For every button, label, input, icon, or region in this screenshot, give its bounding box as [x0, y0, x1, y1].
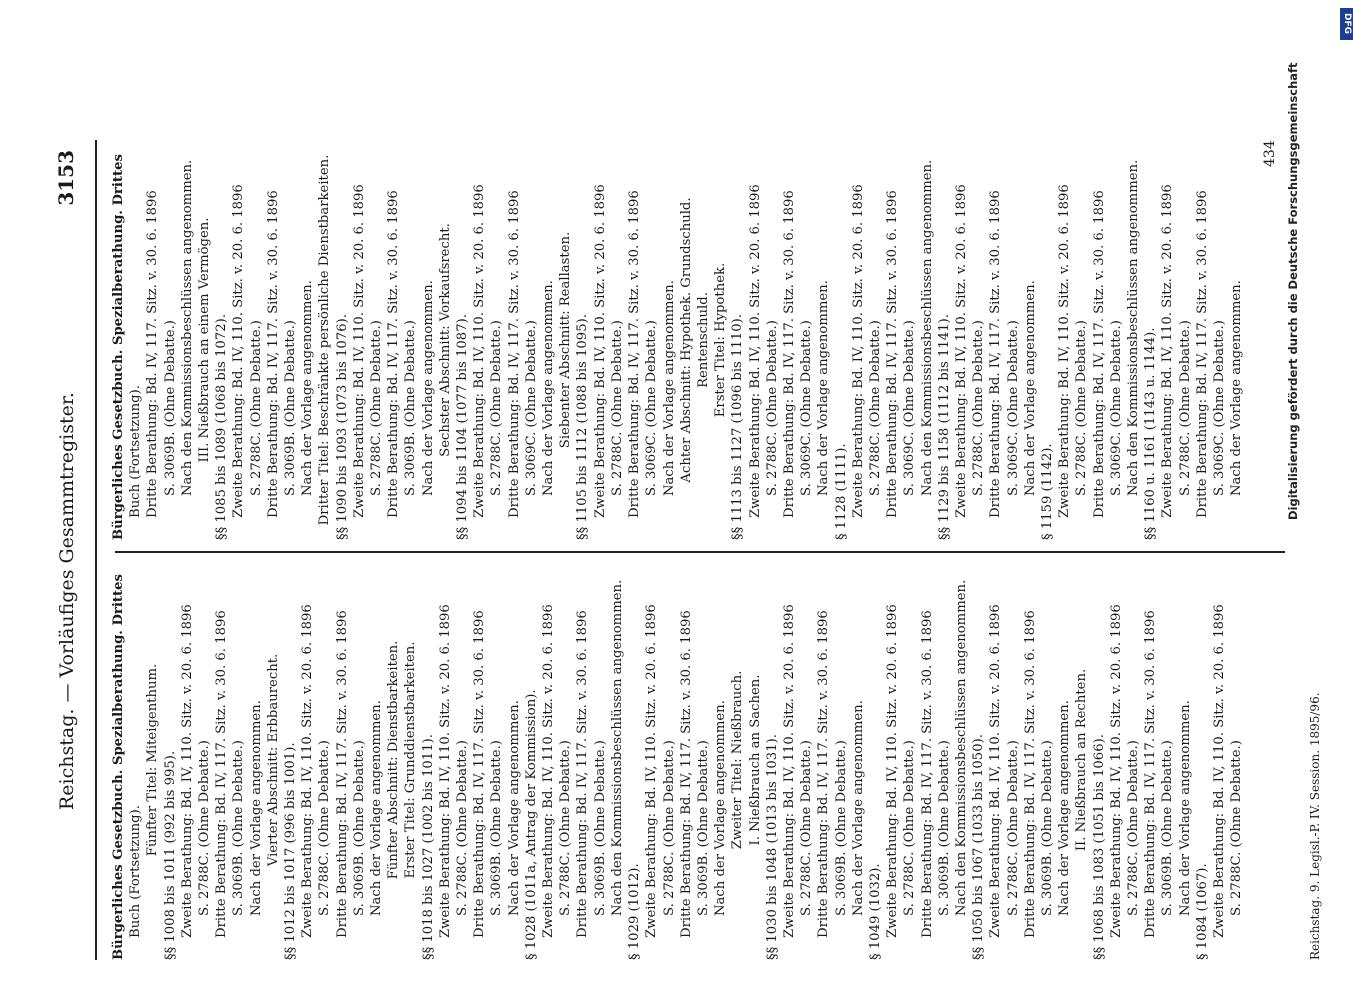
register-line: Dritte Berathung: Bd. IV, 117. Sitz. v. 30. 6. 1896 — [575, 610, 591, 938]
register-line: Nach der Vorlage angenommen. — [816, 280, 832, 496]
register-line: Vierter Abschnitt: Erbbaurecht. — [265, 653, 281, 867]
register-line: §§ 1085 bis 1089 (1068 bis 1072). — [214, 314, 230, 540]
register-line: Zweite Berathung: Bd. IV, 110. Sitz. v. 20. 6. 1896 — [747, 184, 763, 518]
register-line: S. 3069C. (Ohne Debatte.) — [644, 320, 660, 496]
register-line: S. 2788C. (Ohne Debatte.) — [902, 740, 918, 916]
register-line: Dritte Berathung: Bd. IV, 117. Sitz. v. 30. 6. 1896 — [265, 190, 281, 518]
register-line: Zweite Berathung: Bd. IV, 110. Sitz. v. 20. 6. 1896 — [541, 604, 557, 938]
register-line: Nach der Vorlage angenommen. — [420, 280, 436, 496]
register-line: S. 3069B. (Ohne Debatte.) — [695, 740, 711, 916]
register-line: Zweite Berathung: Bd. IV, 110. Sitz. v. 20. 6. 1896 — [953, 184, 969, 518]
register-line: Zweite Berathung: Bd. IV, 110. Sitz. v. 20. 6. 1896 — [231, 184, 247, 518]
register-line: Fünfter Abschnitt: Dienstbarkeiten. — [386, 640, 402, 880]
register-line: S. 3069B. (Ohne Debatte.) — [489, 740, 505, 916]
register-line: Dritte Berathung: Bd. IV, 117. Sitz. v. 30. 6. 1896 — [919, 610, 935, 938]
register-line: §§ 1030 bis 1048 (1013 bis 1031). — [764, 734, 780, 960]
register-line: Dritte Berathung: Bd. IV, 117. Sitz. v. 30. 6. 1896 — [1022, 610, 1038, 938]
running-title: Reichstag. — Vorläufiges Gesammtregister. — [56, 392, 78, 810]
register-line: S. 2788C. (Ohne Debatte.) — [764, 320, 780, 496]
register-line: Dritte Berathung: Bd. IV, 117. Sitz. v. 30. 6. 1896 — [334, 610, 350, 938]
register-line: Zweite Berathung: Bd. IV, 110. Sitz. v. 20. 6. 1896 — [437, 604, 453, 938]
register-line: S. 3069B. (Ohne Debatte.) — [351, 740, 367, 916]
register-line: Nach der Vorlage angenommen. — [248, 700, 264, 916]
register-line: §§ 1105 bis 1112 (1088 bis 1095). — [575, 314, 591, 540]
register-line: Dritte Berathung: Bd. IV, 117. Sitz. v. 30. 6. 1896 — [386, 190, 402, 518]
header-rule — [95, 140, 97, 960]
register-line: Buch (Fortsetzung). — [128, 805, 144, 938]
register-line: §§ 1068 bis 1083 (1051 bis 1066). — [1091, 734, 1107, 960]
register-line: §§ 1090 bis 1093 (1073 bis 1076). — [334, 314, 350, 540]
register-line: Nach den Kommissionsbeschlüssen angenommen. — [179, 159, 195, 496]
register-line: Zweite Berathung: Bd. IV, 110. Sitz. v. 20. 6. 1896 — [1108, 604, 1124, 938]
register-line: S. 2788C. (Ohne Debatte.) — [1177, 320, 1193, 496]
register-line: Dritte Berathung: Bd. IV, 117. Sitz. v. 30. 6. 1896 — [1143, 610, 1159, 938]
register-line: Siebenter Abschnitt: Reallasten. — [558, 231, 574, 449]
register-line: Dritte Berathung: Bd. IV, 117. Sitz. v. 30. 6. 1896 — [627, 190, 643, 518]
register-line: S. 3069B. (Ohne Debatte.) — [1039, 740, 1055, 916]
register-line: S. 3069B. (Ohne Debatte.) — [833, 740, 849, 916]
register-line: Zweite Berathung: Bd. IV, 110. Sitz. v. 20. 6. 1896 — [1212, 604, 1227, 938]
register-line: Zweite Berathung: Bd. IV, 110. Sitz. v. 20. 6. 1896 — [300, 604, 316, 938]
register-line: S. 2788C. (Ohne Debatte.) — [1074, 320, 1090, 496]
register-line: S. 2788C. (Ohne Debatte.) — [1005, 740, 1021, 916]
register-line: Nach der Vorlage angenommen. — [1229, 280, 1245, 496]
register-line: Nach der Vorlage angenommen. — [369, 700, 385, 916]
register-line: Zweite Berathung: Bd. IV, 110. Sitz. v. 20. 6. 1896 — [644, 604, 660, 938]
register-line: Nach der Vorlage angenommen. — [300, 280, 316, 496]
register-line: S. 3069B. (Ohne Debatte.) — [592, 740, 608, 916]
register-line: Nach der Vorlage angenommen. — [1057, 700, 1073, 916]
register-line: S. 3069C. (Ohne Debatte.) — [1108, 320, 1124, 496]
register-line: Zweite Berathung: Bd. IV, 110. Sitz. v. 20. 6. 1896 — [885, 604, 901, 938]
register-line: Achter Abschnitt: Hypothek. Grundschuld. — [678, 197, 694, 483]
register-line: Nach den Kommissionsbeschlüssen angenommen. — [609, 579, 625, 916]
page-header — [50, 140, 90, 960]
register-line: Nach der Vorlage angenommen. — [1177, 700, 1193, 916]
register-line: S. 3069C. (Ohne Debatte.) — [902, 320, 918, 496]
register-line: Nach den Kommissionsbeschlüssen angenommen. — [919, 159, 935, 496]
register-line: Nach der Vorlage angenommen. — [661, 280, 677, 496]
register-line: S. 3069C. (Ohne Debatte.) — [799, 320, 815, 496]
register-line: Erster Titel: Grunddienstbarkeiten. — [403, 641, 419, 879]
register-line: § 1128 (1111). — [833, 443, 849, 540]
register-line: Nach der Vorlage angenommen. — [850, 700, 866, 916]
register-line: §§ 1160 u. 1161 (1143 u. 1144). — [1143, 327, 1159, 540]
left-column — [110, 560, 1300, 960]
register-line: S. 2788C. (Ohne Debatte.) — [867, 320, 883, 496]
register-line: S. 3069B. (Ohne Debatte.) — [1160, 740, 1176, 916]
register-line: Nach der Vorlage angenommen. — [1022, 280, 1038, 496]
page-footer: Reichstag. 9. Legisl.-P. IV. Session. 1895/96. — [1308, 692, 1322, 960]
register-line: Dritte Berathung: Bd. IV, 117. Sitz. v. 30. 6. 1896 — [885, 190, 901, 518]
register-line: Dritte Berathung: Bd. IV, 117. Sitz. v. 30. 6. 1896 — [678, 610, 694, 938]
signature-mark: 434 — [1262, 140, 1278, 167]
register-line: Nach den Kommissionsbeschlüssen angenommen. — [953, 579, 969, 916]
register-line: Nach der Vorlage angenommen. — [713, 700, 729, 916]
register-line: Dritte Berathung: Bd. IV, 117. Sitz. v. 30. 6. 1896 — [145, 190, 161, 518]
register-line: S. 3069B. (Ohne Debatte.) — [231, 740, 247, 916]
register-line: Zweite Berathung: Bd. IV, 110. Sitz. v. 20. 6. 1896 — [592, 184, 608, 518]
register-line: S. 2788C. (Ohne Debatte.) — [971, 320, 987, 496]
digitization-note: Digitalisierung gefördert durch die Deutsche Forschungsgemeinschaft — [1286, 62, 1300, 520]
register-line: Zweite Berathung: Bd. IV, 110. Sitz. v. 20. 6. 1896 — [850, 184, 866, 518]
page-number: 3153 — [54, 150, 78, 206]
register-line: S. 2788C. (Ohne Debatte.) — [489, 320, 505, 496]
register-line: Sechster Abschnitt: Vorkaufsrecht. — [437, 223, 453, 457]
register-line: Fünfter Titel: Miteigenthum. — [145, 663, 161, 857]
register-line: §§ 1008 bis 1011 (992 bis 995). — [162, 750, 178, 960]
register-line: §§ 1094 bis 1104 (1077 bis 1087). — [455, 314, 471, 540]
register-line: Zweiter Titel: Nießbrauch. — [730, 670, 746, 850]
dfg-logo: DFG — [1340, 8, 1353, 40]
register-line: § 1028 (1011a, Antrag der Kommission). — [523, 689, 539, 960]
register-line: III. Nießbrauch an einem Vermögen. — [197, 217, 213, 463]
register-line: §§ 1012 bis 1017 (996 bis 1001). — [283, 742, 299, 960]
register-line: Zweite Berathung: Bd. IV, 110. Sitz. v. 20. 6. 1896 — [351, 184, 367, 518]
register-line: Zweite Berathung: Bd. IV, 110. Sitz. v. 20. 6. 1896 — [781, 604, 797, 938]
register-line: Zweite Berathung: Bd. IV, 110. Sitz. v. 20. 6. 1896 — [472, 184, 488, 518]
register-line: Dritte Berathung: Bd. IV, 117. Sitz. v. 30. 6. 1896 — [988, 190, 1004, 518]
column-divider — [115, 551, 1285, 553]
register-line: S. 2788C. (Ohne Debatte.) — [1125, 740, 1141, 916]
register-line: Dritter Titel: Beschränkte persönliche Dienstbarkeiten. — [317, 154, 333, 526]
register-line: § 1159 (1142). — [1039, 443, 1055, 540]
register-line: Nach der Vorlage angenommen. — [541, 280, 557, 496]
register-line: § 1029 (1012). — [627, 863, 643, 960]
register-line: S. 2788C. (Ohne Debatte.) — [197, 740, 213, 916]
digitization-stamp — [1236, 62, 1346, 520]
register-line: Zweite Berathung: Bd. IV, 110. Sitz. v. 20. 6. 1896 — [179, 604, 195, 938]
register-line: Bürgerliches Gesetzbuch. Spezialberathung. Drittes — [111, 574, 126, 960]
register-line: S. 2788C. (Ohne Debatte.) — [799, 740, 815, 916]
register-line: Nach der Vorlage angenommen. — [506, 700, 522, 916]
register-line: S. 2788C. (Ohne Debatte.) — [317, 740, 333, 916]
register-line: S. 3069C. (Ohne Debatte.) — [1212, 320, 1227, 496]
register-line: S. 3069B. (Ohne Debatte.) — [936, 740, 952, 916]
register-line: §§ 1050 bis 1067 (1033 bis 1050). — [971, 734, 987, 960]
register-line: Zweite Berathung: Bd. IV, 110. Sitz. v. 20. 6. 1896 — [1160, 184, 1176, 518]
register-line: Buch (Fortsetzung). — [128, 385, 144, 518]
register-line: S. 3069B. (Ohne Debatte.) — [283, 320, 299, 496]
register-line: Dritte Berathung: Bd. IV, 117. Sitz. v. 30. 6. 1896 — [214, 610, 230, 938]
register-line: S. 2788C. (Ohne Debatte.) — [661, 740, 677, 916]
register-line: Bürgerliches Gesetzbuch. Spezialberathung. Drittes — [111, 154, 126, 540]
register-line: Dritte Berathung: Bd. IV, 117. Sitz. v. 30. 6. 1896 — [781, 190, 797, 518]
register-line: Nach den Kommissionsbeschlüssen angenommen. — [1125, 159, 1141, 496]
register-line: Dritte Berathung: Bd. IV, 117. Sitz. v. 30. 6. 1896 — [1091, 190, 1107, 518]
register-line: Dritte Berathung: Bd. IV, 117. Sitz. v. 30. 6. 1896 — [472, 610, 488, 938]
register-line: S. 3069C. (Ohne Debatte.) — [1005, 320, 1021, 496]
register-line: Erster Titel: Hypothek. — [713, 262, 729, 418]
register-line: § 1049 (1032). — [867, 863, 883, 960]
register-line: Dritte Berathung: Bd. IV, 117. Sitz. v. 30. 6. 1896 — [506, 190, 522, 518]
register-line: S. 2788C. (Ohne Debatte.) — [455, 740, 471, 916]
register-line: §§ 1129 bis 1158 (1112 bis 1141). — [936, 314, 952, 540]
register-line: Dritte Berathung: Bd. IV, 117. Sitz. v. 30. 6. 1896 — [1194, 190, 1210, 518]
register-line: S. 2788C. (Ohne Debatte.) — [1229, 740, 1245, 916]
register-line: II. Nießbrauch an Rechten. — [1074, 668, 1090, 852]
register-line: Zweite Berathung: Bd. IV, 110. Sitz. v. 20. 6. 1896 — [988, 604, 1004, 938]
right-column — [110, 140, 1300, 540]
register-line: § 1084 (1067). — [1194, 863, 1210, 960]
register-line: S. 2788C. (Ohne Debatte.) — [609, 320, 625, 496]
register-line: S. 3069B. (Ohne Debatte.) — [162, 320, 178, 496]
register-line: §§ 1113 bis 1127 (1096 bis 1110). — [730, 314, 746, 540]
register-line: S. 2788C. (Ohne Debatte.) — [248, 320, 264, 496]
register-line: S. 2788C. (Ohne Debatte.) — [558, 740, 574, 916]
register-line: S. 3069B. (Ohne Debatte.) — [403, 320, 419, 496]
register-line: §§ 1018 bis 1027 (1002 bis 1011). — [420, 734, 436, 960]
register-line: S. 3069C. (Ohne Debatte.) — [523, 320, 539, 496]
register-line: S. 2788C. (Ohne Debatte.) — [369, 320, 385, 496]
register-line: I. Nießbrauch an Sachen. — [747, 674, 763, 846]
register-line: Zweite Berathung: Bd. IV, 110. Sitz. v. 20. 6. 1896 — [1057, 184, 1073, 518]
document-page — [40, 140, 1340, 1000]
register-line: Rentenschuld. — [695, 292, 711, 388]
register-line: Dritte Berathung: Bd. IV, 117. Sitz. v. 30. 6. 1896 — [816, 610, 832, 938]
